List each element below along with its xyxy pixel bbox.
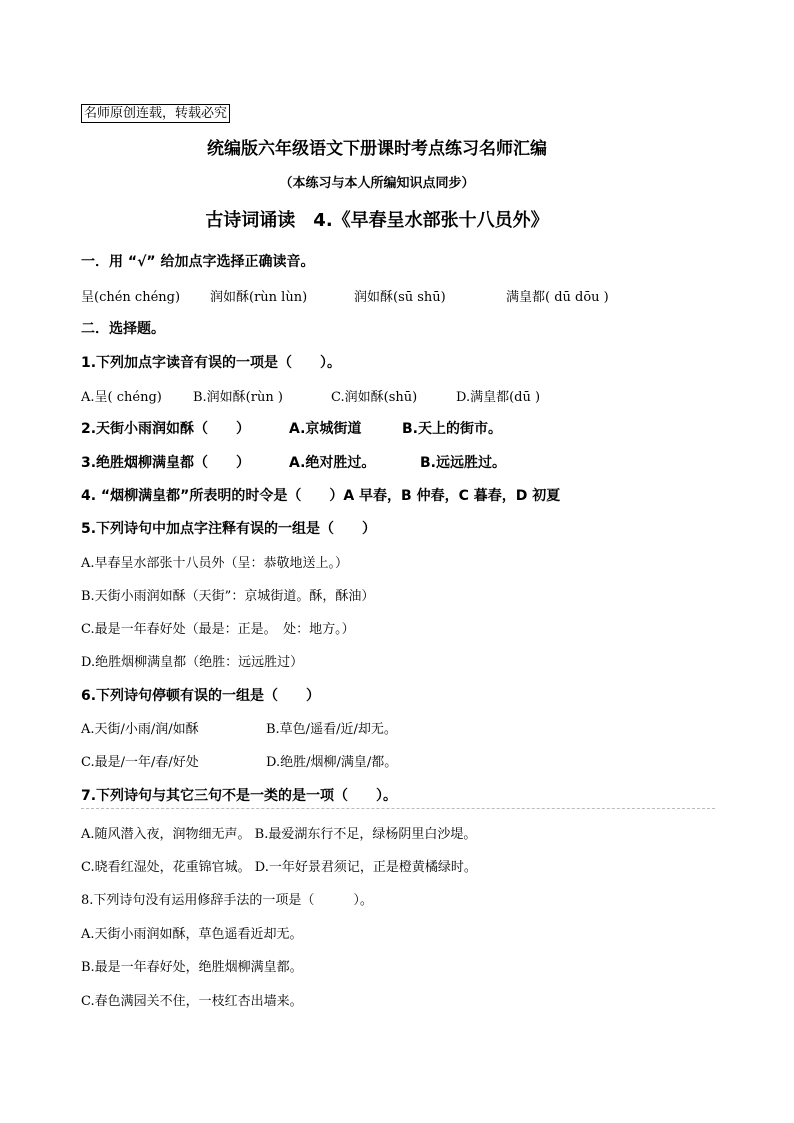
option: A.绝对胜过。 [289, 455, 376, 471]
option: A.京城街道 [289, 421, 362, 437]
question-5-option: A.早春呈水部张十八员外（呈：恭敬地送上。） [81, 556, 349, 571]
question-1-options [81, 386, 540, 405]
question-5-option: D.绝胜烟柳满皇都（绝胜：远远胜过） [81, 655, 304, 670]
option: D.满皇都(dū ) [456, 390, 541, 405]
section1-heading: 一．用 “√” 给加点字选择正确读音。 [81, 254, 315, 270]
question-8-option: C.春色满园关不住，一枝红杏出墙来。 [81, 994, 303, 1009]
section2-heading: 二．选择题。 [81, 321, 165, 337]
dashed-divider [81, 808, 715, 809]
option: B.天上的街市。 [402, 421, 502, 437]
pinyin-item: 满皇都( dū dōu ) [506, 290, 609, 305]
option: B.草色/遥看/近/却无。 [266, 722, 397, 737]
copyright-badge: 名师原创连载，转载必究 [81, 104, 230, 123]
question-6: 6.下列诗句停顿有误的一组是（ ） [81, 688, 321, 704]
question-4: 4. “烟柳满皇都”所表明的时令是（ ）A 早春，B 仲春，C 暮春，D 初夏 [81, 488, 561, 504]
pinyin-item: 呈(chén chéng) [81, 290, 181, 305]
question-1: 1.下列加点字读音有误的一项是（ ）。 [81, 355, 342, 371]
question-3-stem: 3.绝胜烟柳满皇都（ ） [81, 455, 251, 471]
option: B.远远胜过。 [420, 455, 506, 471]
question-2-stem: 2.天街小雨润如酥（ ） [81, 421, 251, 437]
question-6-options-row [81, 751, 397, 770]
option: D.绝胜/烟柳/满皇/都。 [266, 755, 398, 770]
pinyin-item: 润如酥(rùn lùn) [210, 290, 308, 305]
question-7-options-row: A.随风潜入夜，润物细无声。 B.最爱湖东行不足，绿杨阴里白沙堤。 [81, 827, 477, 842]
option: B.润如酥(rùn ) [193, 390, 283, 405]
document-subtitle: （本练习与本人所编知识点同步） [279, 176, 475, 191]
lesson-title: 古诗词诵读 4.《早春呈水部张十八员外》 [205, 210, 549, 231]
pronunciation-row [81, 286, 609, 305]
question-3 [81, 452, 506, 472]
question-5-option: C.最是一年春好处（最是：正是。 处：地方。） [81, 622, 355, 637]
option: C.最是/一年/春/好处 [81, 755, 199, 770]
question-6-options-row [81, 718, 397, 737]
option: A.天街/小雨/润/如酥 [81, 722, 199, 737]
question-7: 7.下列诗句与其它三句不是一类的是一项（ ）。 [81, 788, 398, 804]
document-title: 统编版六年级语文下册课时考点练习名师汇编 [207, 139, 547, 159]
question-5-option: B.天街小雨润如酥（天街”：京城街道。酥，酥油） [81, 589, 375, 604]
option: A.呈( chéng) [81, 390, 162, 405]
pinyin-item: 润如酥(sū shū) [354, 290, 446, 305]
question-7-options-row: C.晓看红湿处，花重锦官城。 D.一年好景君须记，正是橙黄橘绿时。 [81, 860, 477, 875]
question-2 [81, 418, 502, 438]
option: C.润如酥(shū) [331, 390, 418, 405]
question-8-option: B.最是一年春好处，绝胜烟柳满皇都。 [81, 960, 303, 975]
question-8: 8.下列诗句没有运用修辞手法的一项是（ ）。 [81, 893, 373, 908]
question-8-option: A.天街小雨润如酥，草色遥看近却无。 [81, 927, 303, 942]
question-5: 5.下列诗句中加点字注释有误的一组是（ ） [81, 521, 377, 537]
